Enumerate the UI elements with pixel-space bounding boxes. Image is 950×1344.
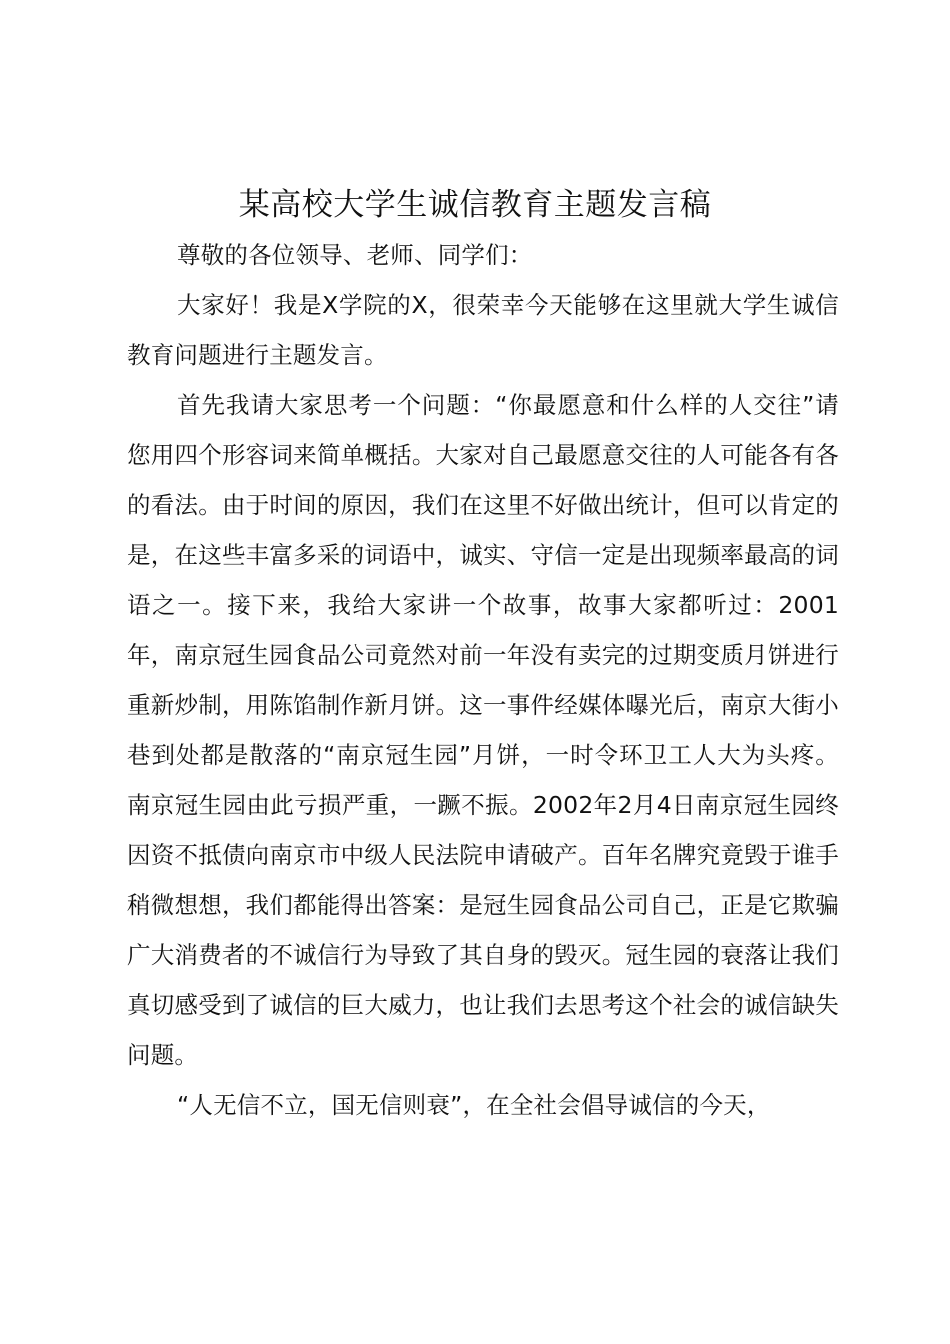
closing-paragraph: “人无信不立，国无信则衰”，在全社会倡导诚信的今天，: [177, 1091, 771, 1119]
document-body: [127, 230, 839, 1130]
salutation-paragraph: 尊敬的各位领导、老师、同学们：: [177, 241, 533, 269]
document-title: 某高校大学生诚信教育主题发言稿: [238, 187, 712, 223]
greeting-paragraph: 大家好！我是X学院的X，很荣幸今天能够在这里就大学生诚信教育问题进行主题发言。: [127, 291, 839, 369]
story-paragraph: 首先我请大家思考一个问题：“你最愿意和什么样的人交往”请您用四个形容词来简单概括。大家对自己最愿意交往的人可能各有各的看法。由于时间的原因，我们在这里不好做出统计，但可以肯定的是，在这些丰富多采的词语中，诚实、守信一定是出现频率最高的词语之一。接下来，我给大家讲一个故事，故事大家都听过：2001年，南京冠生园食品公司竟然对前一年没有卖完的过期变质月饼进行重新炒制，用陈馅制作新月饼。这一事件经媒体曝光后，南京大街小巷到处都是散落的“南京冠生园”月饼，一时令环卫工人大为头疼。南京冠生园由此亏损严重，一蹶不振。2002年2月4日南京冠生园终因资不抵债向南京市中级人民法院申请破产。百年名牌究竟毁于谁手稍微想想，我们都能得出答案：是冠生园食品公司自己，正是它欺骗广大消费者的不诚信行为导致了其自身的毁灭。冠生园的衰落让我们真切感受到了诚信的巨大威力，也让我们去思考这个社会的诚信缺失问题。: [127, 391, 839, 1069]
